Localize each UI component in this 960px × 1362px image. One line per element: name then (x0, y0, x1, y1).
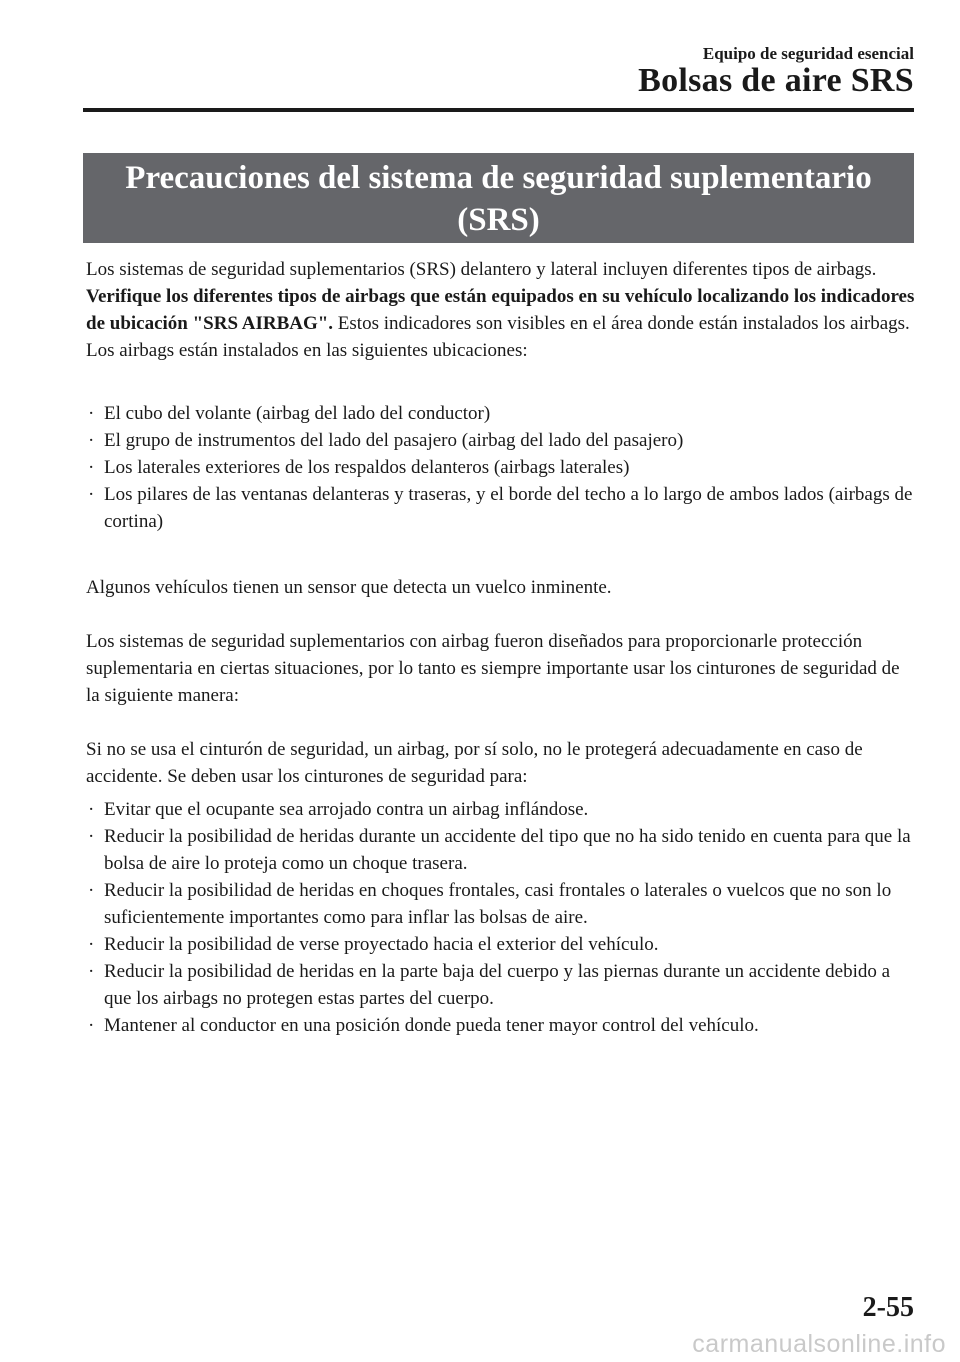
list-item (86, 823, 918, 877)
page-title-line1: Precauciones del sistema de seguridad suplementario (125, 160, 872, 196)
header-rule (83, 108, 914, 112)
page-number: 2-55 (862, 1292, 914, 1323)
list-item-text: Reducir la posibilidad de heridas en choques frontales, casi frontales o laterales o vuelcos que no son lo suficientemente importantes como para inflar las bolsas de aire. (104, 880, 892, 928)
list-item (86, 796, 918, 823)
list-item (86, 481, 918, 535)
list-item (86, 877, 918, 931)
list-item-text: Reducir la posibilidad de verse proyectado hacia el exterior del vehículo. (104, 934, 659, 955)
chapter-header: Bolsas de aire SRS (638, 62, 914, 99)
bullet-icon: · (88, 799, 95, 820)
intro-bold-instruction: Verifique los diferentes tipos de airbags que están equipados en su vehículo localizando los indicadores de ubicación "SRS AIRBAG". (86, 286, 915, 334)
watermark: carmanualsonline.info (692, 1330, 946, 1358)
bullet-icon: · (88, 961, 95, 982)
locations-lead: Los airbags están instalados en las siguientes ubicaciones: (86, 340, 528, 361)
list-item-text: Reducir la posibilidad de heridas durante un accidente del tipo que no ha sido tenido en cuenta para que la bolsa de aire lo proteja como un choque trasera. (104, 826, 911, 874)
bullet-icon: · (88, 403, 95, 424)
list-item-text: Mantener al conductor en una posición donde pueda tener mayor control del vehículo. (104, 1015, 759, 1036)
seatbelt-paragraph: Si no se usa el cinturón de seguridad, un airbag, por sí solo, no le protegerá adecuadamente en caso de accidente. Se deben usar los cinturones de seguridad para: (86, 739, 863, 787)
bullet-icon: · (88, 934, 95, 955)
list-item (86, 454, 918, 481)
rollover-paragraph: Algunos vehículos tienen un sensor que detecta un vuelco inminente. (86, 577, 612, 598)
intro-paragraph (86, 256, 918, 364)
bullet-icon: · (88, 484, 95, 505)
list-item-text: El grupo de instrumentos del lado del pasajero (airbag del lado del pasajero) (104, 430, 684, 451)
bullet-icon: · (88, 1015, 95, 1036)
page-title (83, 153, 914, 243)
list-item-text: Los pilares de las ventanas delanteras y traseras, y el borde del techo a lo largo de ambos lados (airbags de cortina) (104, 484, 913, 532)
seatbelt-reasons-list (86, 796, 918, 1039)
list-item-text: Reducir la posibilidad de heridas en la parte baja del cuerpo y las piernas durante un accidente debido a que los airbags no protegen estas partes del cuerpo. (104, 961, 891, 1009)
page-title-line2: (SRS) (457, 202, 540, 238)
intro-text (86, 256, 918, 337)
list-item-text: Los laterales exteriores de los respaldos delanteros (airbags laterales) (104, 457, 630, 478)
section-header: Equipo de seguridad esencial (702, 44, 914, 63)
intro-text-start: Los sistemas de seguridad suplementarios (SRS) delantero y lateral incluyen diferentes tipos de airbags. (86, 259, 877, 280)
list-item (86, 1012, 918, 1039)
list-item-text: El cubo del volante (airbag del lado del conductor) (104, 403, 491, 424)
bullet-icon: · (88, 826, 95, 847)
airbag-locations-list (86, 400, 918, 535)
list-item (86, 400, 918, 427)
bullet-icon: · (88, 430, 95, 451)
list-item (86, 958, 918, 1012)
list-item (86, 931, 918, 958)
bullet-icon: · (88, 457, 95, 478)
intro-text-end: Estos indicadores son visibles en el área donde están instalados los airbags. (333, 313, 910, 334)
bullet-icon: · (88, 880, 95, 901)
airbag-paragraph: Los sistemas de seguridad suplementarios con airbag fueron diseñados para proporcionarle protección suplementaria en ciertas situaciones, por lo tanto es siempre importante usar los cinturones de seguridad de la siguiente manera: (86, 631, 900, 706)
list-item (86, 427, 918, 454)
list-item-text: Evitar que el ocupante sea arrojado contra un airbag inflándose. (104, 799, 589, 820)
